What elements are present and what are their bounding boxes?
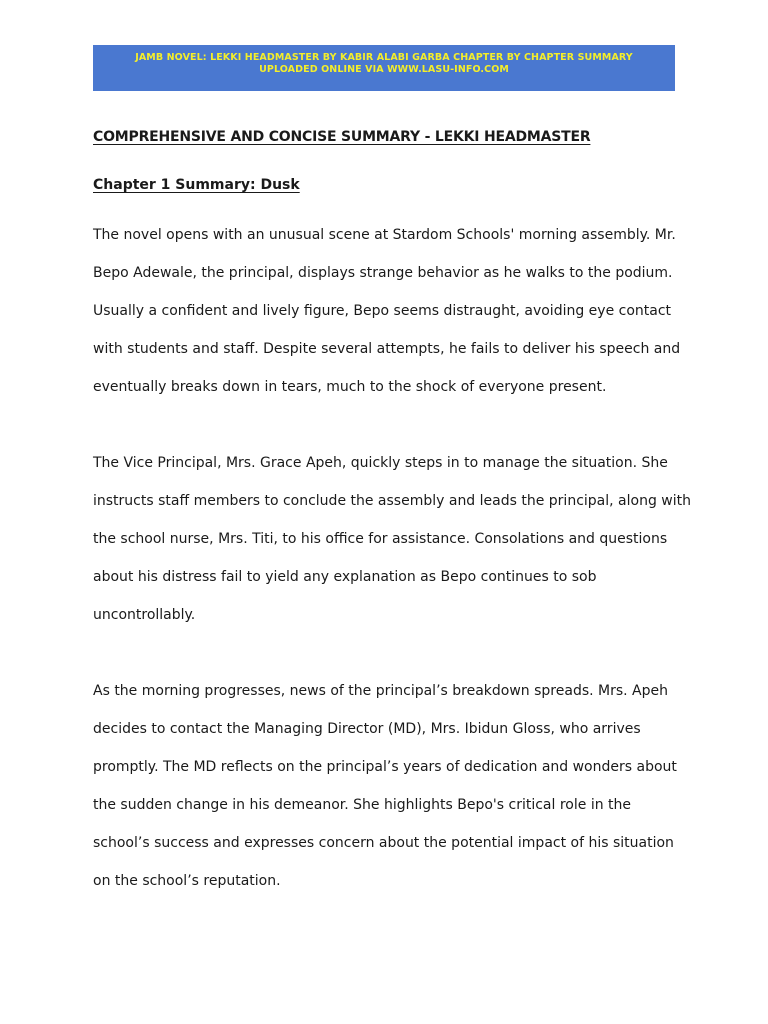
header-banner: [93, 45, 675, 91]
paragraph-line: Usually a confident and lively figure, Bepo seems distraught, avoiding eye contact: [93, 303, 672, 319]
paragraph-line: the school nurse, Mrs. Titi, to his office for assistance. Consolations and questions: [93, 531, 668, 547]
paragraph-line: instructs staff members to conclude the assembly and leads the principal, along with: [93, 493, 691, 509]
paragraph-line: The novel opens with an unusual scene at Stardom Schools' morning assembly. Mr.: [93, 227, 676, 243]
document-title: COMPREHENSIVE AND CONCISE SUMMARY - LEKKI HEADMASTER: [93, 129, 591, 145]
paragraph-line: school’s success and expresses concern about the potential impact of his situation: [93, 835, 674, 851]
paragraph-line: promptly. The MD reflects on the principal’s years of dedication and wonders about: [93, 759, 677, 775]
paragraph-line: on the school’s reputation.: [93, 873, 281, 889]
paragraph-1: [93, 225, 693, 415]
paragraph-line: the sudden change in his demeanor. She highlights Bepo's critical role in the: [93, 797, 632, 813]
banner-line-2: UPLOADED ONLINE VIA WWW.LASU-INFO.COM: [259, 64, 509, 75]
banner-line-1: JAMB NOVEL: LEKKI HEADMASTER BY KABIR ALABI GARBA CHAPTER BY CHAPTER SUMMARY: [135, 52, 633, 63]
paragraph-line: Bepo Adewale, the principal, displays strange behavior as he walks to the podium.: [93, 265, 673, 281]
paragraph-line: The Vice Principal, Mrs. Grace Apeh, quickly steps in to manage the situation. She: [93, 455, 668, 471]
paragraph-line: uncontrollably.: [93, 607, 196, 623]
paragraph-line: about his distress fail to yield any explanation as Bepo continues to sob: [93, 569, 597, 585]
paragraph-3: [93, 681, 693, 909]
paragraph-2: [93, 453, 693, 643]
paragraph-line: As the morning progresses, news of the principal’s breakdown spreads. Mrs. Apeh: [93, 683, 669, 699]
chapter-heading: Chapter 1 Summary: Dusk: [93, 177, 300, 193]
paragraph-line: with students and staff. Despite several attempts, he fails to deliver his speech and: [93, 341, 681, 357]
paragraph-line: eventually breaks down in tears, much to the shock of everyone present.: [93, 379, 607, 395]
paragraph-line: decides to contact the Managing Director (MD), Mrs. Ibidun Gloss, who arrives: [93, 721, 641, 737]
